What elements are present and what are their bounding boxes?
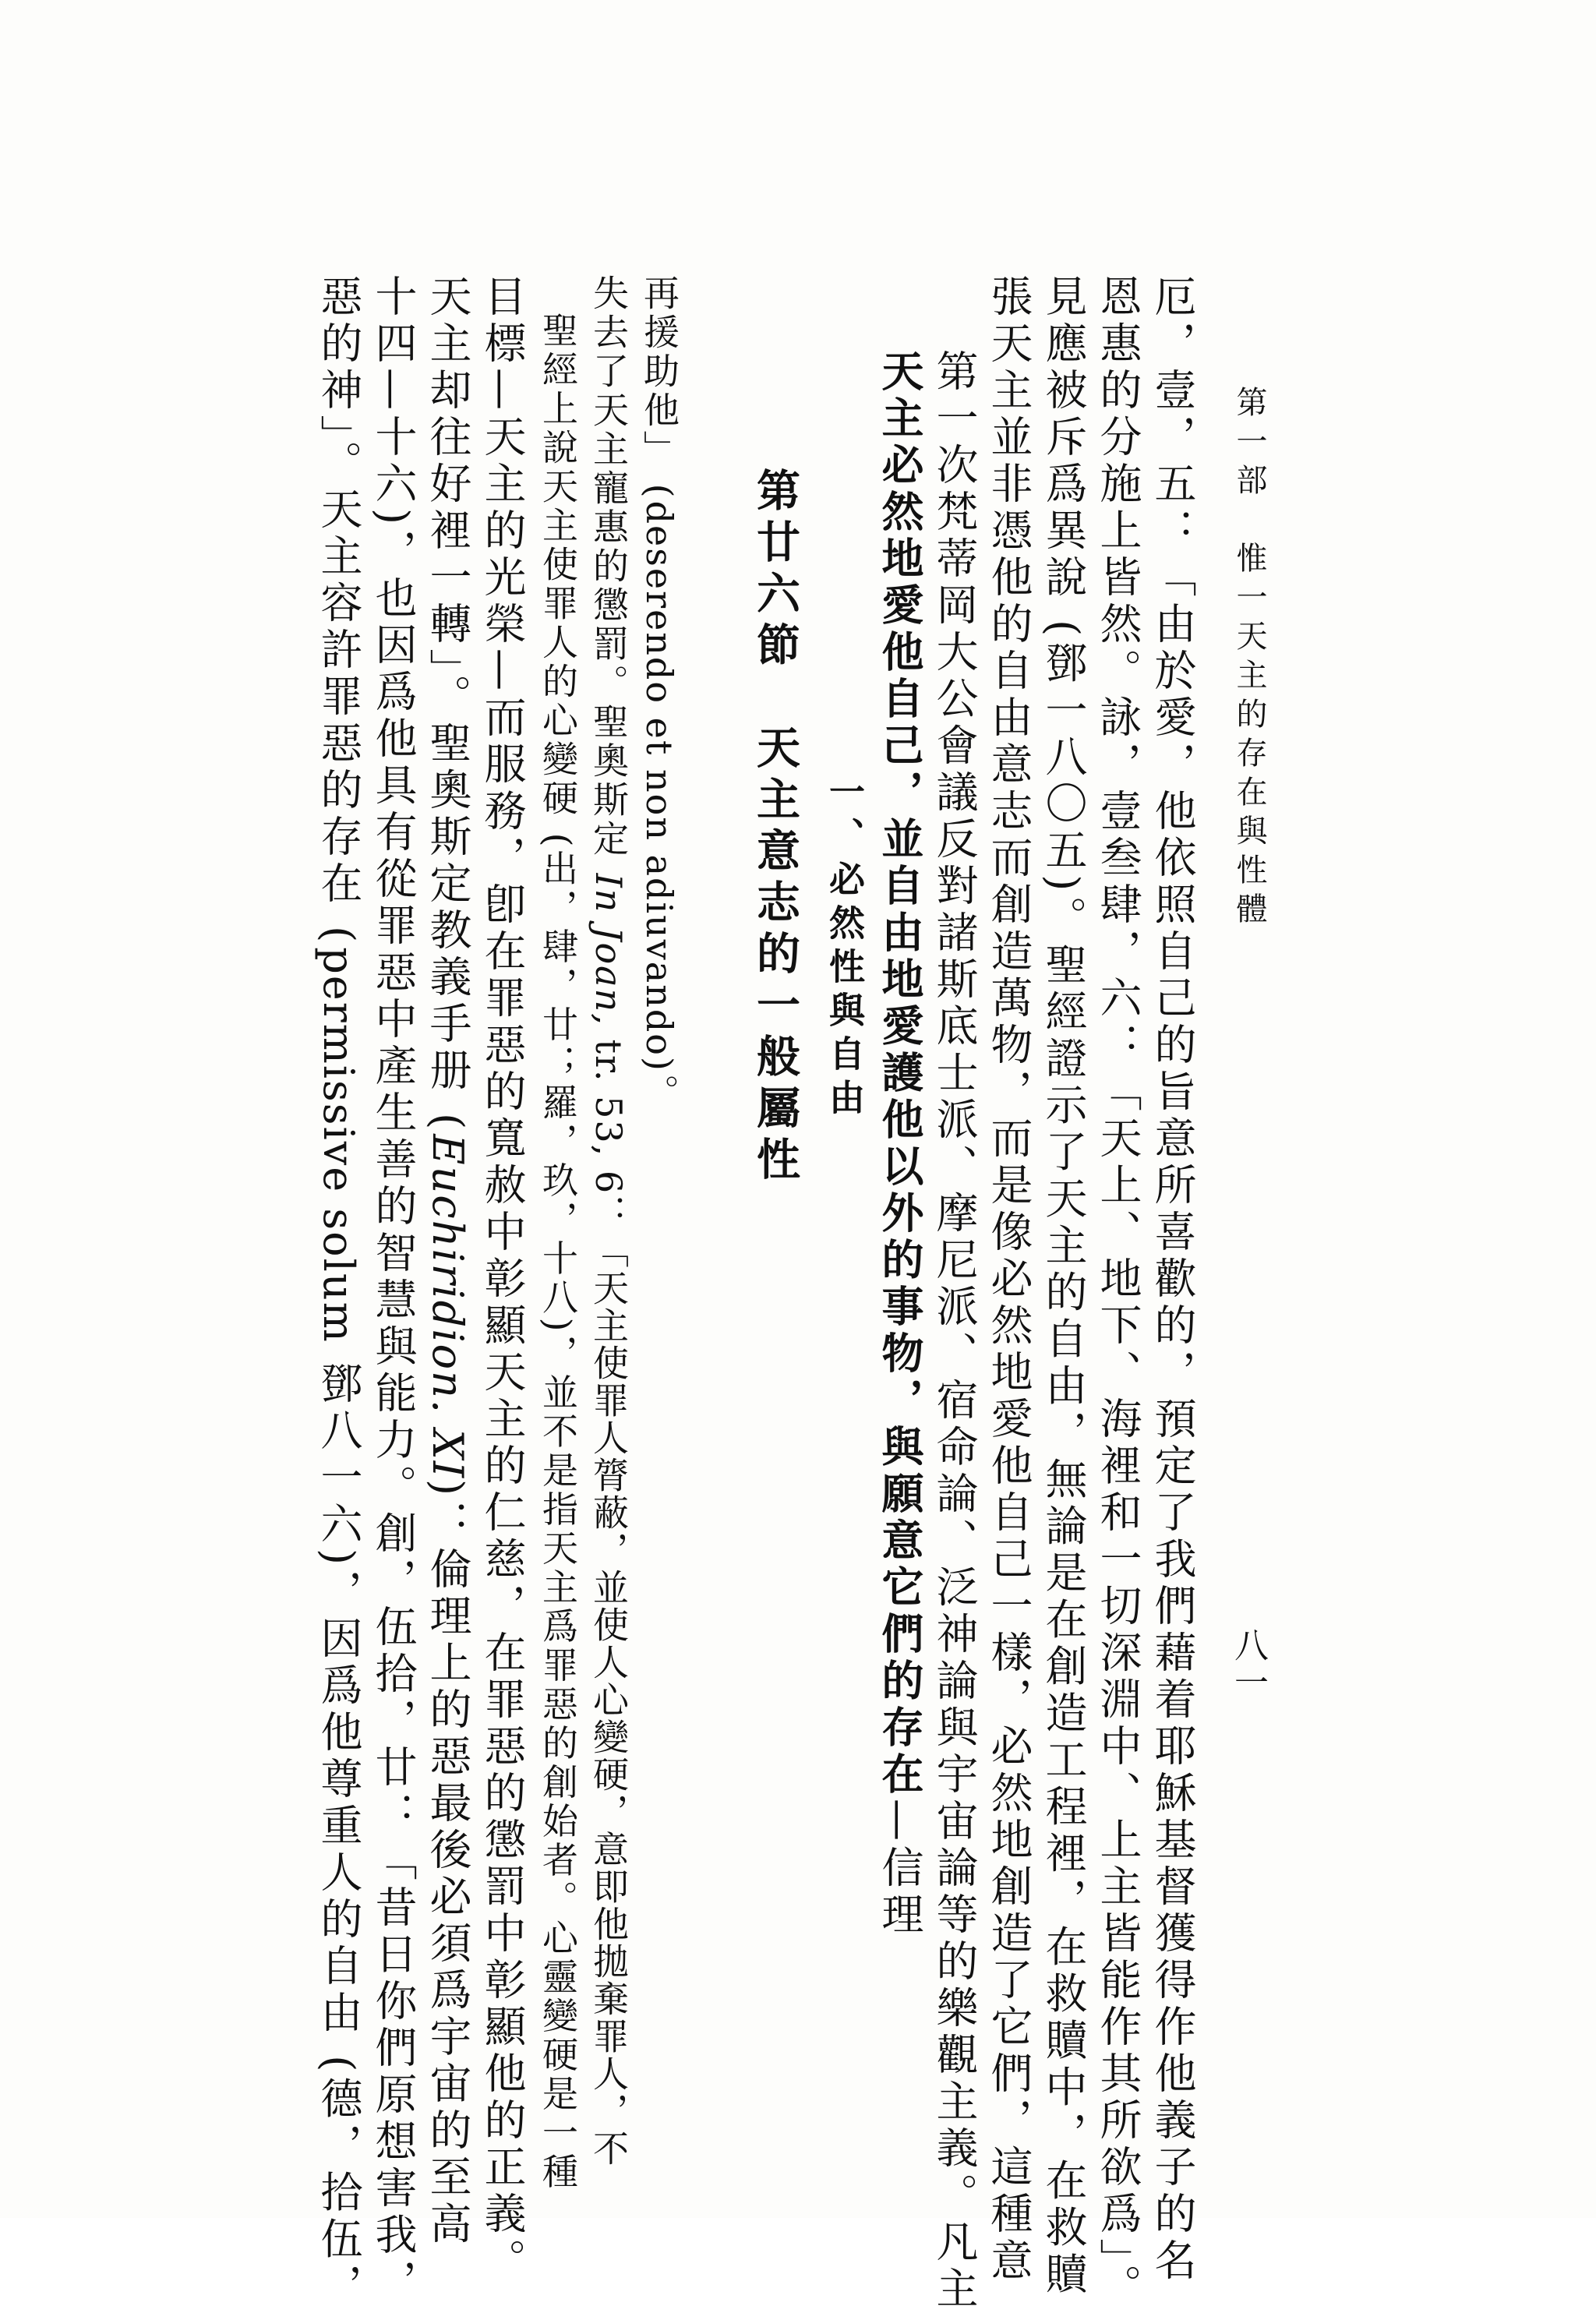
latin-text: deserendo et non adiuvando (638, 500, 680, 1057)
column-text: 惡的神」。天主容許罪惡的存在 ( (314, 274, 363, 948)
column-text: 失去了天主寵惠的懲罰。聖奧斯定 (588, 274, 630, 874)
thesis-rest: —信理 (875, 1799, 924, 1939)
latin-text: tr. 53, 6：「天主使罪人膂蔽，並使人心變硬，意即他拋棄罪人，不 (588, 1026, 630, 2168)
note-column (638, 274, 680, 1113)
body-column: 恩惠的分施上皆然。詠，壹叁肆，六：「天上、地下、海裡和一切深淵中、上主皆能作其所欲爲」。 (1093, 274, 1142, 2311)
italic-text: Euchiridion. XI (423, 1134, 472, 1480)
column-text: 鄧八一六)，因爲他尊重人的自由 (德，拾伍， (314, 1343, 363, 2311)
thesis-bold: 天主必然地愛他自己，並自由地愛護他以外的事物，與願意它們的存在 (875, 349, 924, 1799)
thesis-line (875, 349, 924, 1939)
column-text: )：倫理上的惡最後必須爲宇宙的至高 (423, 1479, 472, 2249)
text-column (478, 274, 527, 2285)
column-text: 天主却往好裡一轉」。聖奧斯定教義手册 ( (423, 274, 472, 1135)
column-text: 十四—十六)，也因爲他具有從罪惡中產生善的智慧與能力。創，伍拾，廿：「昔日你們原想害我， (369, 274, 418, 2307)
subsection-title: 一、必然性與自由 (824, 773, 866, 1122)
body-column: 張天主並非憑他的自由意志而創造萬物，而是像必然地愛他自己一樣，必然地創造了它們，這種意 (984, 274, 1033, 2285)
text-column (314, 274, 363, 2311)
column-text: 聖經上說天主使罪人的心變硬 (出，肆，廿；羅，玖，十八)，並不是指天主爲罪惡的創始者。心靈變硬是一種 (537, 312, 579, 2192)
column-text: )。 (638, 1056, 680, 1113)
column-text: 目標—天主的光榮—而服務，卽在罪惡的寬赦中彰顯天主的仁慈，在罪惡的懲罰中彰顯他的正義。 (478, 274, 527, 2285)
running-footer: 第一部 惟一天主的存在與性體 (1231, 386, 1267, 931)
text-column (369, 274, 418, 2307)
column-text: 再援助他」 ( (638, 274, 680, 501)
body-column: 第一次梵蒂岡大公會議反對諸斯底士派、摩尼派、宿命論、泛神論與宇宙論等的樂觀主義。凡主 (930, 349, 979, 2313)
body-column: 見應被斥爲異說 (鄧一八〇五)。聖經證示了天主的自由，無論是在創造工程裡，在救贖中，在救贖 (1039, 274, 1088, 2299)
text-column (423, 274, 472, 2249)
body-column: 厄，壹，五：「由於愛，他依照自己的旨意所喜歡的，預定了我們藉着耶穌基督獲得作他義子的名 (1148, 274, 1197, 2285)
note-column (539, 312, 577, 2192)
latin-text: permissive solum (314, 947, 363, 1344)
section-title: 第廿六節 天主意志的一般屬性 (750, 468, 800, 1188)
note-column (588, 274, 630, 2168)
page-number: 八一 (1228, 1627, 1268, 1702)
italic-text: In Joan, (588, 873, 630, 1026)
